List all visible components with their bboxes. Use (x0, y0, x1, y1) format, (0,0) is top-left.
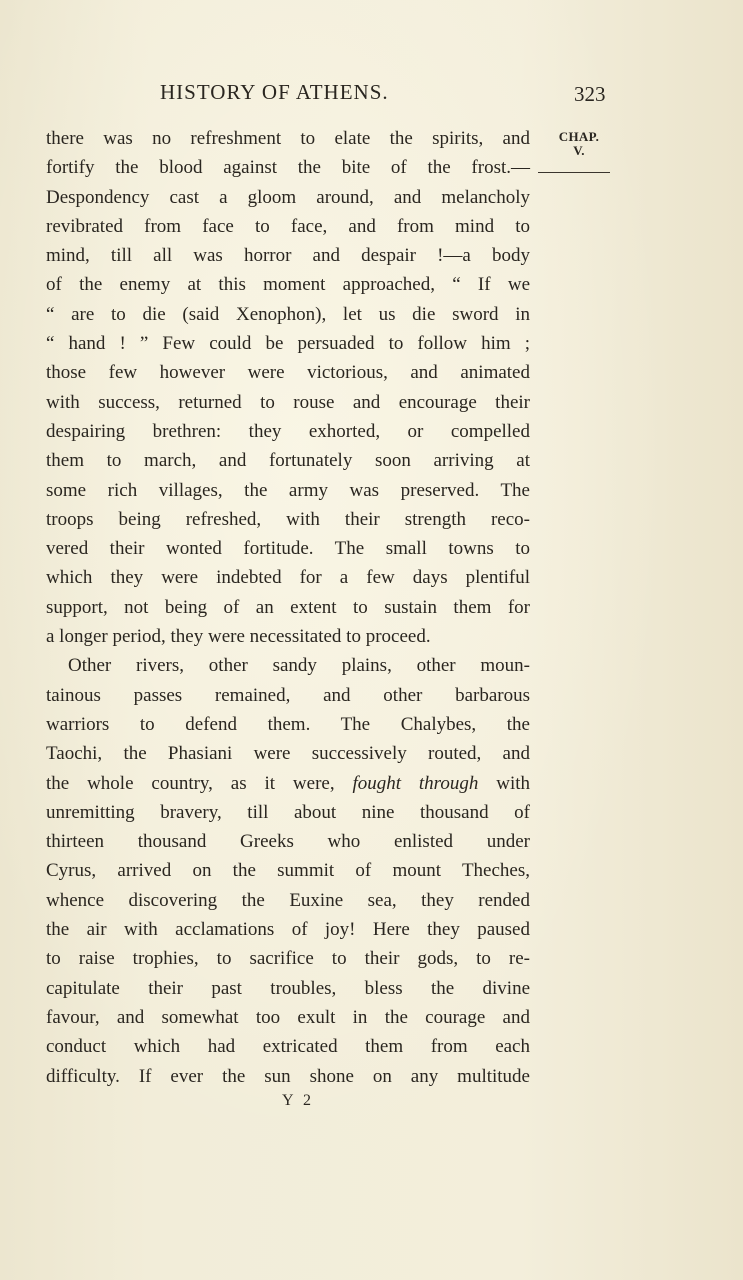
text-line: conduct which had extricated them from each (46, 1036, 530, 1058)
text-line: thirteen thousand Greeks who enlisted under (46, 831, 530, 853)
text-line: difficulty. If ever the sun shone on any multitude (46, 1065, 530, 1087)
text-line: mind, till all was horror and despair !—a body (46, 245, 530, 267)
text-line: which they were indebted for a few days plentiful (46, 567, 530, 589)
text-line: troops being refreshed, with their strength reco- (46, 508, 530, 530)
page-number: 323 (574, 82, 606, 106)
text-line: of the enemy at this moment approached, “ If we (46, 274, 530, 296)
text-line: Cyrus, arrived on the summit of mount Theches, (46, 860, 530, 882)
text-line: to raise trophies, to sacrifice to their gods, to re- (46, 948, 530, 970)
text-line: warriors to defend them. The Chalybes, the (46, 713, 530, 735)
text-line: a longer period, they were necessitated to proceed. (46, 626, 431, 648)
text-line: Taochi, the Phasiani were successively routed, and (46, 743, 530, 765)
text-line: those few however were victorious, and animated (46, 362, 530, 384)
text-line: fortify the blood against the bite of the frost.— (46, 157, 530, 179)
text-line: revibrated from face to face, and from mind to (46, 215, 530, 237)
line-part: with (478, 772, 531, 794)
chapter-number: V. (573, 143, 585, 158)
text-line: with success, returned to rouse and encourage their (46, 391, 530, 413)
text-line: whence discovering the Euxine sea, they rended (46, 889, 530, 911)
text-line: unremitting bravery, till about nine thousand of (46, 801, 530, 823)
text-line: there was no refreshment to elate the spirits, and (46, 128, 530, 149)
text-line: “ hand ! ” Few could be persuaded to follow him ; (46, 333, 530, 355)
text-line: support, not being of an extent to sustain them for (46, 596, 530, 618)
text-line: “ are to die (said Xenophon), let us die sword in (46, 303, 530, 325)
text-line: tainous passes remained, and other barbarous (46, 684, 530, 706)
text-line: vered their wonted fortitude. The small towns to (46, 538, 530, 560)
margin-rule (538, 172, 610, 173)
signature-mark: Y 2 (282, 1092, 314, 1109)
text-line-with-italic (46, 769, 530, 798)
running-title: HISTORY OF ATHENS. (160, 80, 389, 104)
text-line: them to march, and fortunately soon arriving at (46, 450, 530, 472)
running-head (0, 80, 743, 110)
body-text (46, 124, 530, 1091)
text-line: the air with acclamations of joy! Here they paused (46, 919, 530, 941)
italic-phrase: fought through (352, 772, 479, 794)
line-part: the whole country, as it were, (46, 772, 353, 794)
chapter-label: CHAP. (558, 129, 600, 144)
text-line: some rich villages, the army was preserved. The (46, 479, 530, 501)
chapter-margin-note (548, 130, 610, 158)
text-line: despairing brethren: they exhorted, or compelled (46, 420, 530, 442)
paragraph-start-line: Other rivers, other sandy plains, other moun- (68, 655, 530, 677)
text-line: Despondency cast a gloom around, and melancholy (46, 186, 530, 208)
text-line: capitulate their past troubles, bless the divine (46, 977, 530, 999)
text-line: favour, and somewhat too exult in the courage and (46, 1006, 530, 1028)
